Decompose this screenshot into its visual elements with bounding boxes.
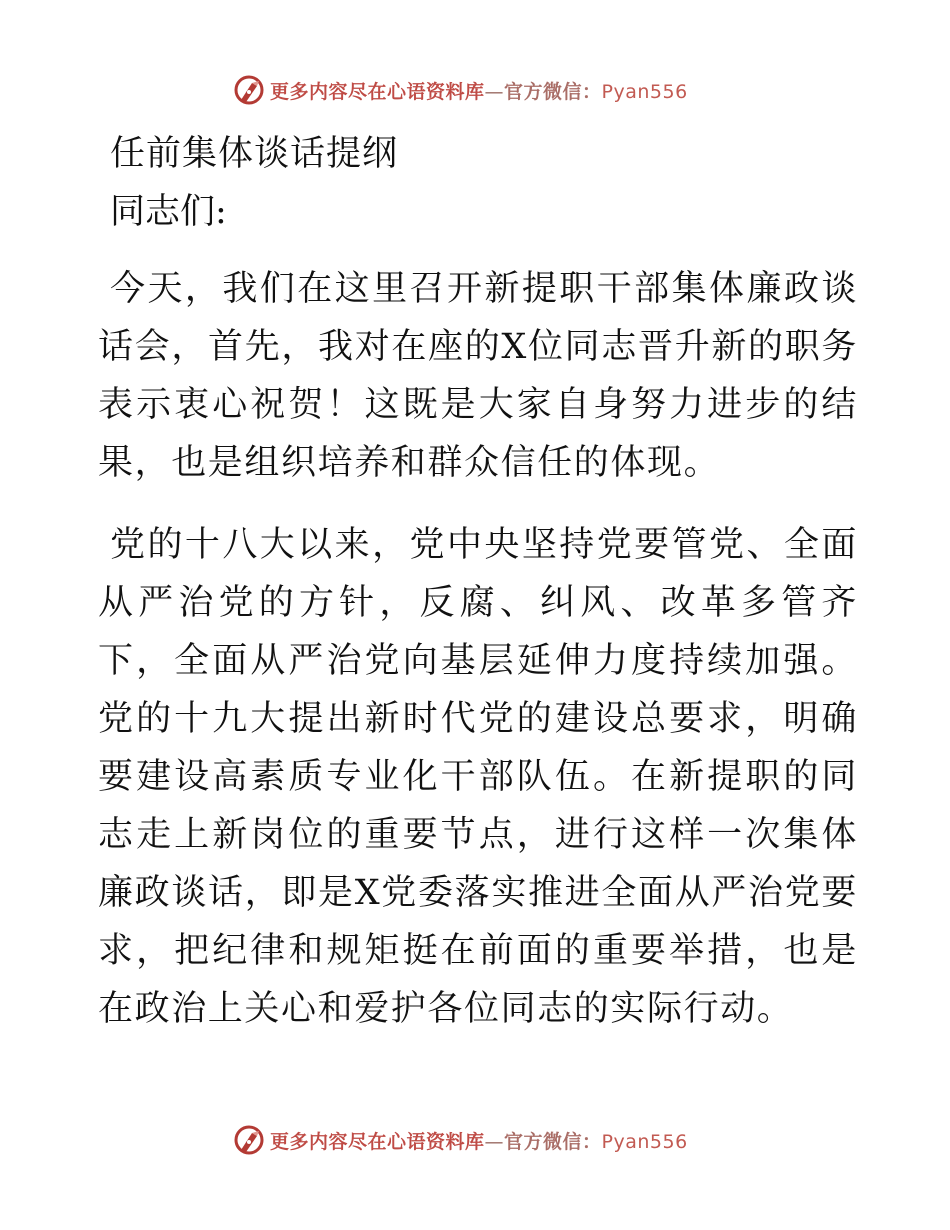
header-watermark — [232, 73, 688, 107]
watermark-dash: — — [484, 1130, 505, 1153]
watermark-text — [270, 1127, 688, 1154]
watermark-main-text: 更多内容尽在心语资料库 — [270, 1130, 485, 1153]
watermark-wechat-id: Pyan556 — [601, 1130, 688, 1153]
paragraph-2: 党的十八大以来，党中央坚持党要管党、全面从严治党的方针，反腐、纠风、改革多管齐下，全面从严治党向基层延伸力度持续加强。党的十九大提出新时代党的建设总要求，明确要建设高素质专业化干部队伍。在新提职的同志走上新岗位的重要节点，进行这样一次集体廉政谈话，即是X党委落实推进全面从严治党要求，把纪律和规矩挺在前面的重要举措，也是在政治上关心和爱护各位同志的实际行动。 — [98, 525, 858, 1029]
watermark-main-text: 更多内容尽在心语资料库 — [270, 80, 485, 103]
watermark-official-label: 官方微信： — [504, 80, 602, 103]
pen-nib-logo-icon — [232, 1123, 266, 1157]
greeting: 同志们: — [110, 192, 227, 232]
watermark-official-label: 官方微信： — [504, 1130, 602, 1153]
document-body — [98, 120, 858, 1038]
watermark-wechat-id: Pyan556 — [601, 80, 688, 103]
paragraph-1: 今天，我们在这里召开新提职干部集体廉政谈话会，首先，我对在座的X位同志晋升新的职务表示衷心祝贺！这既是大家自身努力进步的结果，也是组织培养和群众信任的体现。 — [98, 269, 858, 483]
pen-nib-logo-icon — [232, 73, 266, 107]
document-title: 任前集体谈话提纲 — [110, 134, 399, 174]
watermark-dash: — — [484, 80, 505, 103]
footer-watermark — [232, 1123, 688, 1157]
watermark-text — [270, 77, 688, 104]
